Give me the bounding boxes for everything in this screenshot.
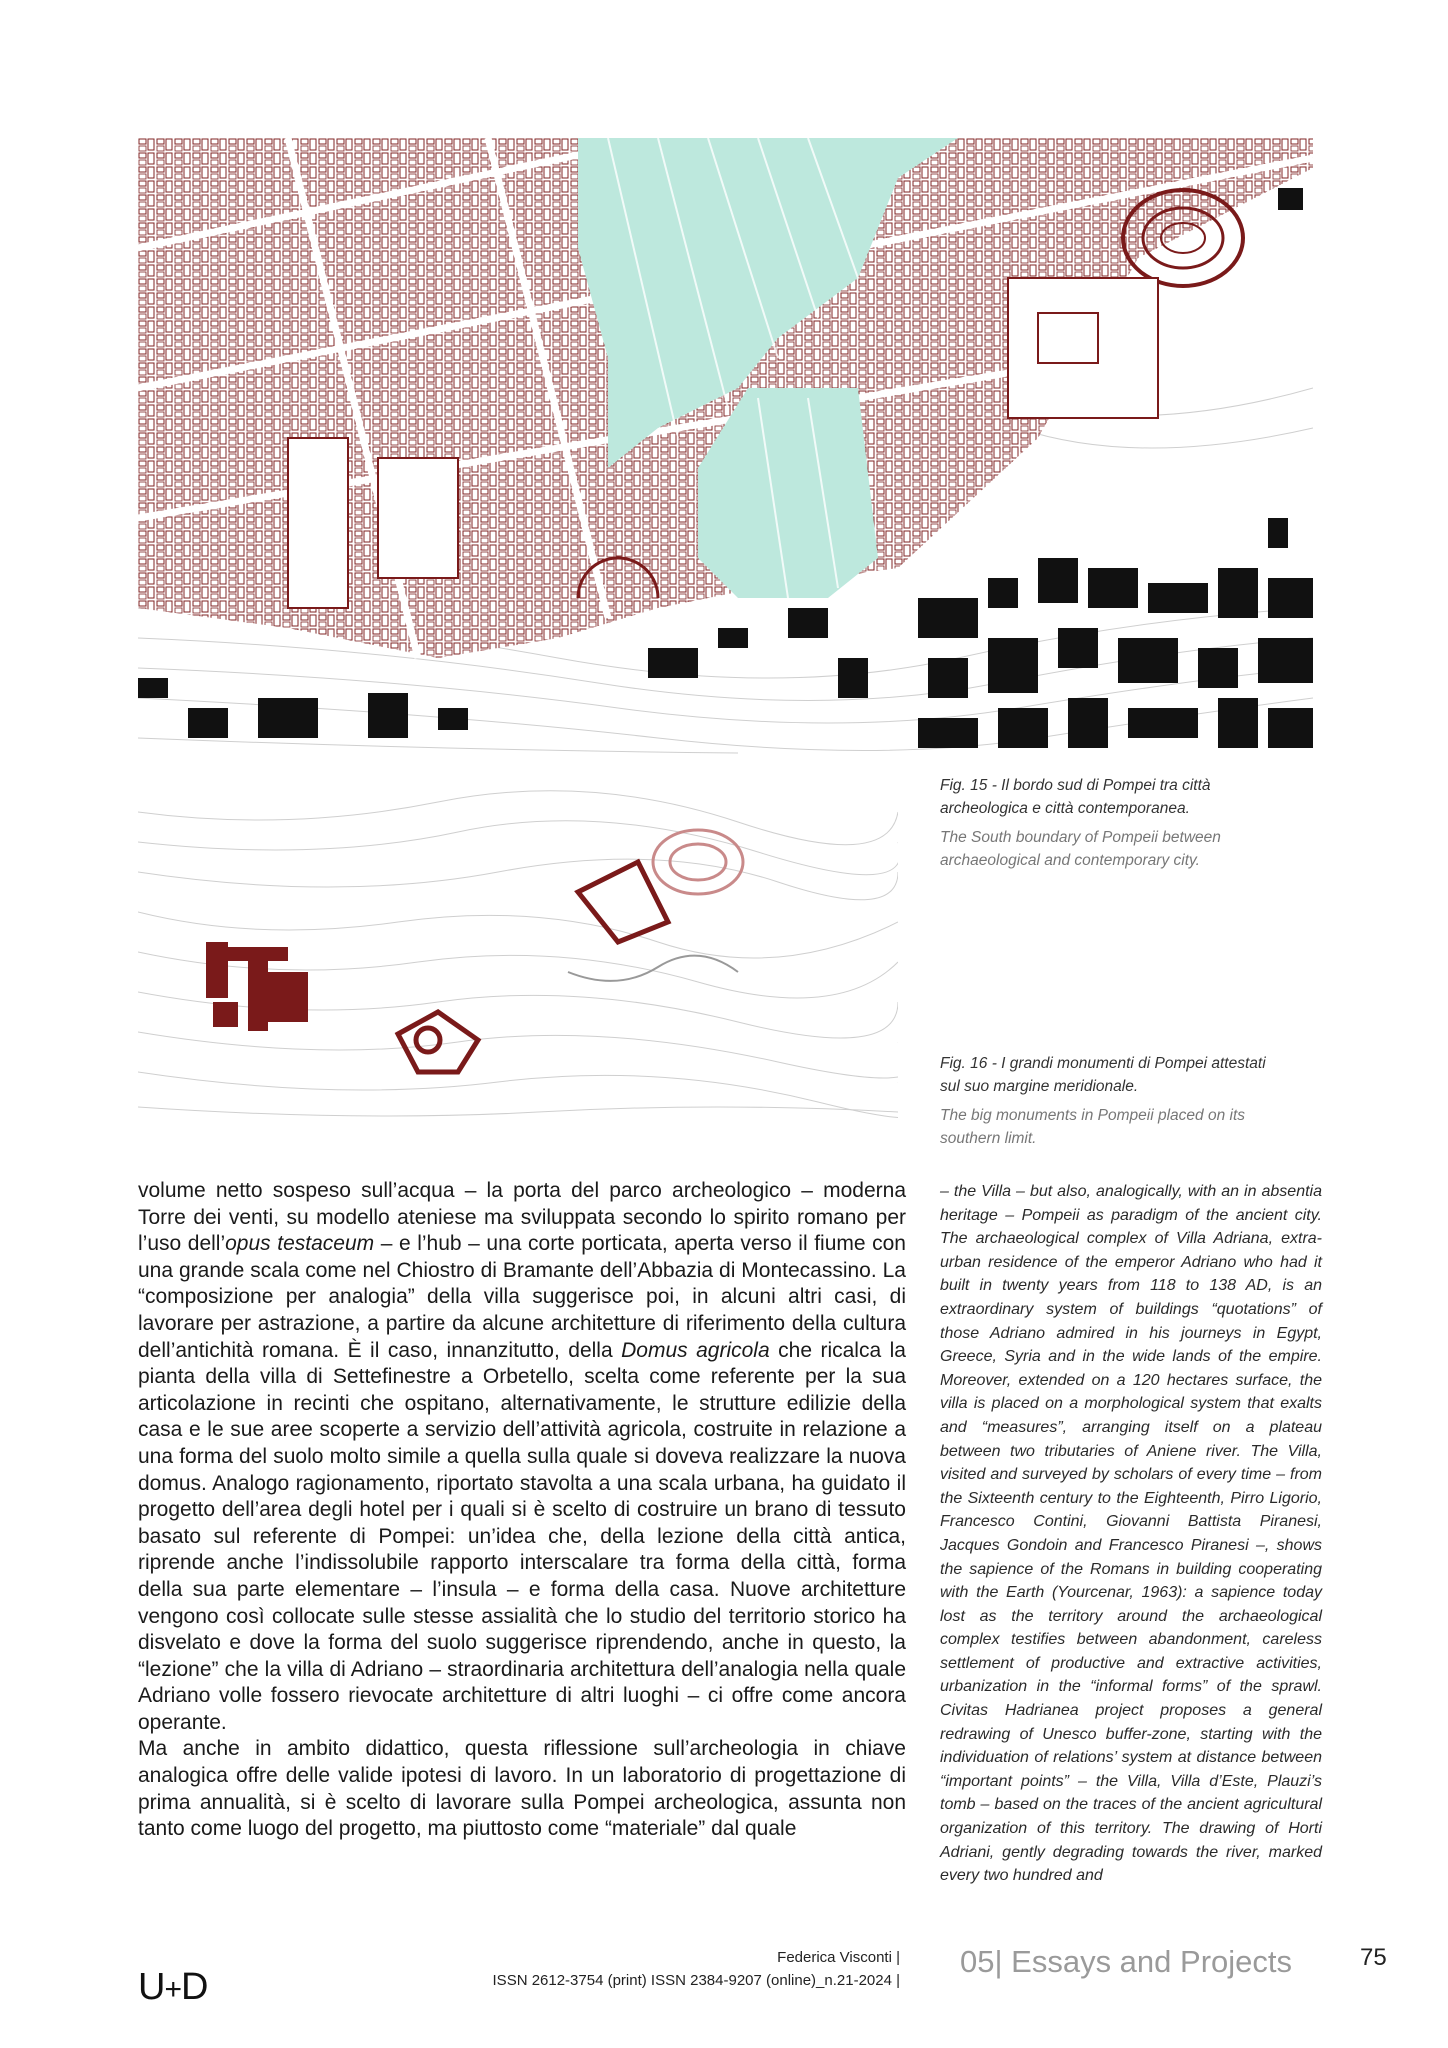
figure-16-drawing (138, 772, 898, 1124)
theatre-district-ruins (206, 942, 308, 1031)
figure-16-caption (940, 1052, 1270, 1150)
southern-ridge (568, 956, 738, 981)
figure-15-map (138, 138, 1313, 758)
amphitheatre (653, 830, 743, 894)
main-text-column (138, 1178, 906, 1843)
footer-info (380, 1946, 900, 1992)
side-paragraph: – the Villa – but also, analogically, with an in absentia heritage – Pompeii as paradigm of the ancient city. The archaeological complex of Villa Adriana, extra-urban residence of the emperor Adriano who had it built in twenty years from 118 to 138 AD, is an extraordinary system of buildings “quotations” of those Adriano admired in his journeys in Egypt, Greece, Syria and in the wide lands of the empire. Moreover, extended on a 120 hectares surface, the villa is placed on a morphological system that exalts and “measures”, arranging itself on a plateau between two tributaries of Aniene river. The Villa, visited and surveyed by scholars of every time – from the Sixteenth century to the Eighteenth, Pirro Ligorio, Francesco Contini, Giovanni Battista Piranesi, Jacques Gondoin and Francesco Piranesi –, shows the sapience of the Romans in building cooperating with the Earth (Yourcenar, 1963): a sapience today lost as the territory around the archaeological complex testifies between abandonment, careless settlement of productive and extractive activities, urbanization in the “informal forms” of the sprawl. Civitas Hadrianea project proposes a general redrawing of Unesco buffer-zone, starting with the individuation of relations’ system at distance between “important points” – the Villa, Villa d’Este, Plauzi’s tomb – based on the traces of the ancient agricultural organization of this territory. The drawing of Horti Adriani, gently degrading towards the river, marked every two hundred and (940, 1183, 1322, 1885)
figure-15-drawing (138, 138, 1313, 758)
figure-16-caption-it: Fig. 16 - I grandi monumenti di Pompei attestati sul suo margine meridionale. (940, 1055, 1266, 1095)
side-text-column (940, 1180, 1322, 1888)
main-paragraph-2: Ma anche in ambito didattico, questa riflessione sull’archeologia in chiave analogica offre delle valide ipotesi di lavoro. In un laboratorio di progettazione di prima annualità, si è scelto di lavorare sulla Pompei archeologica, assunta non tanto come luogo del progetto, ma piuttosto come “materiale” dal quale (138, 1737, 906, 1841)
figure-16-caption-en: The big monuments in Pompeii placed on its southern limit. (940, 1107, 1245, 1147)
figure-15-caption (940, 774, 1270, 872)
main-paragraph-1: volume netto sospeso sull’acqua – la porta del parco archeologico – moderna Torre dei venti, su modello ateniese ma sviluppata secondo lo spirito romano per l’uso dell’opus testaceum – e l’hub – una corte porticata, aperta verso il fiume con una grande scala come nel Chiostro di Bramante dell’Abbazia di Montecassino. La “composizione per analogia” della villa suggerisce poi, in alcuni altri casi, di lavorare per astrazione, a partire da alcune architetture di riferimento della cultura dell’antichità romana. È il caso, innanzitutto, della Domus agricola che ricalca la pianta della villa di Settefinestre a Orbetello, scelta come referente per la sua articolazione in recinti che ospitano, alternativamente, le strutture edilizie della casa e le sue aree scoperte a servizio dell’attività agricola, costruite in relazione a una forma del suolo molto simile a quella sulla quale si doveva realizzare la nuova domus. Analogo ragionamento, riportato stavolta a una scala urbana, ha guidato il progetto dell’area degli hotel per i quali si è scelto di costruire un brano di tessuto basato sul referente di Pompei: un’idea che, della lezione della città antica, riprende anche l’indissolubile rapporto interscalare tra forma della città, forma della sua parte elementare – l’insula – e forma della casa. Nuove architetture vengono così collocate sulle stesse assialità che lo studio del territorio storico ha disvelato e dove la forma del suolo suggerisce riprendendo, anche in questo, la “lezione” che la villa di Adriano – straordinaria architettura dell’analogia nella quale Adriano volle fossero rievocate architetture di altri luoghi – ci offre come ancora operante. (138, 1179, 906, 1734)
footer-section: 05| Essays and Projects (960, 1944, 1292, 1979)
large-palaestra (1008, 278, 1158, 418)
figure-15-caption-it: Fig. 15 - Il bordo sud di Pompei tra città archeologica e città contemporanea. (940, 777, 1211, 817)
page-number: 75 (1360, 1944, 1387, 1971)
footer-issn: ISSN 2612-3754 (print) ISSN 2384-9207 (online)_n.21-2024 | (492, 1972, 900, 1989)
figure-15-caption-en: The South boundary of Pompeii between archaeological and contemporary city. (940, 829, 1221, 869)
footer-author: Federica Visconti | (777, 1949, 900, 1966)
journal-logo: U+D (138, 1966, 208, 2008)
triangular-forum-ruins (398, 1012, 478, 1072)
figure-16-map (138, 772, 898, 1124)
